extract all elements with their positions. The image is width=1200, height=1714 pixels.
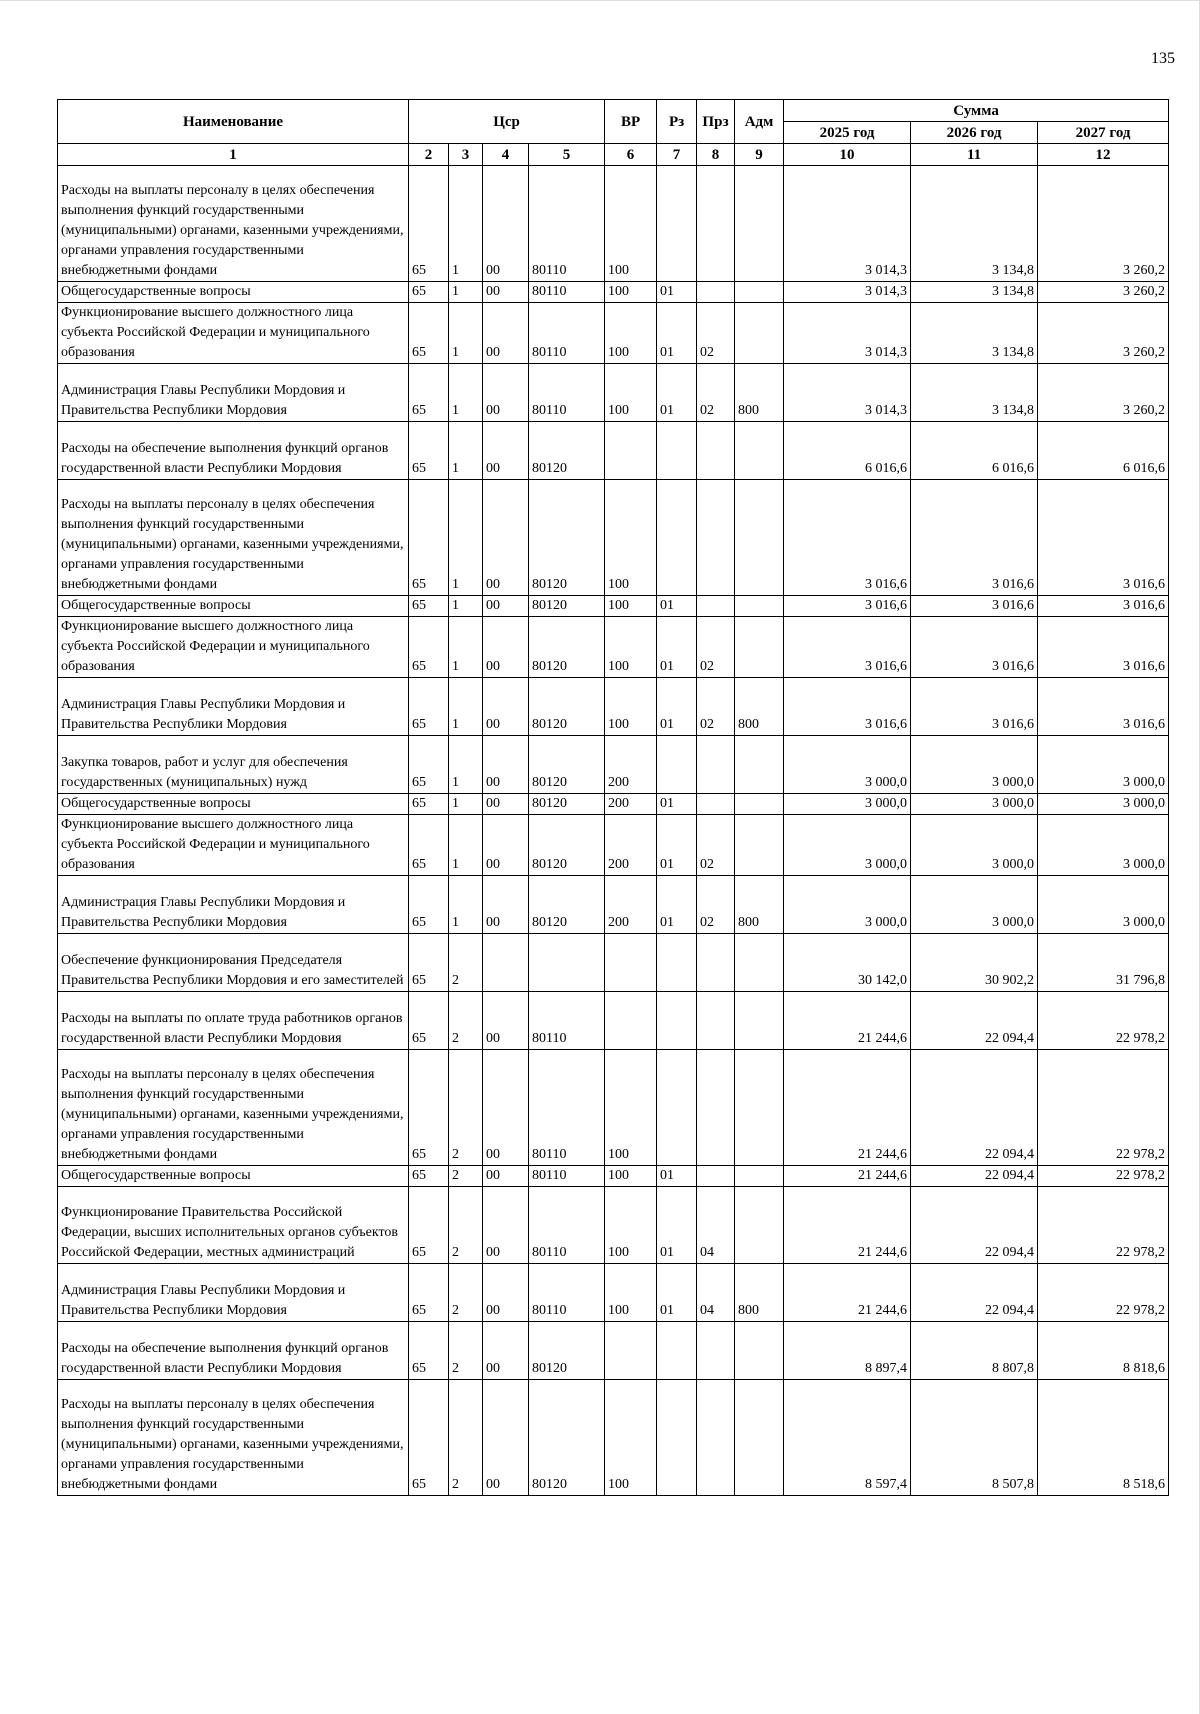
- csr-part-1: 65: [409, 815, 449, 876]
- vr-code: 100: [605, 1166, 657, 1187]
- prz-code: 02: [697, 815, 735, 876]
- row-name: Администрация Главы Республики Мордовия и Правительства Республики Мордовия: [58, 364, 409, 422]
- csr-part-3: 00: [483, 596, 529, 617]
- amount-2026: 3 016,6: [911, 480, 1038, 596]
- csr-part-3: 00: [483, 166, 529, 282]
- csr-part-3: 00: [483, 1187, 529, 1264]
- csr-part-1: 65: [409, 617, 449, 678]
- rz-code: 01: [657, 303, 697, 364]
- amount-2027: 3 260,2: [1038, 282, 1169, 303]
- vr-code: 100: [605, 1264, 657, 1322]
- amount-2026: 3 134,8: [911, 282, 1038, 303]
- col-number: 9: [735, 144, 784, 166]
- rz-code: [657, 422, 697, 480]
- prz-code: [697, 166, 735, 282]
- csr-part-1: 65: [409, 1380, 449, 1496]
- amount-2026: 30 902,2: [911, 934, 1038, 992]
- rz-code: [657, 736, 697, 794]
- amount-2027: 31 796,8: [1038, 934, 1169, 992]
- prz-code: [697, 1380, 735, 1496]
- amount-2025: 3 000,0: [784, 736, 911, 794]
- amount-2027: 3 000,0: [1038, 876, 1169, 934]
- prz-code: 02: [697, 364, 735, 422]
- csr-part-2: 2: [449, 992, 483, 1050]
- amount-2025: 21 244,6: [784, 1050, 911, 1166]
- col-number: 5: [529, 144, 605, 166]
- csr-part-2: 1: [449, 617, 483, 678]
- rz-code: [657, 1322, 697, 1380]
- vr-code: [605, 992, 657, 1050]
- table-body: [58, 166, 1169, 1496]
- prz-code: 04: [697, 1187, 735, 1264]
- table-row: [58, 876, 1169, 934]
- csr-part-2: 1: [449, 736, 483, 794]
- adm-code: [735, 1166, 784, 1187]
- csr-part-3: 00: [483, 480, 529, 596]
- prz-code: 04: [697, 1264, 735, 1322]
- amount-2026: 3 016,6: [911, 617, 1038, 678]
- amount-2025: 3 000,0: [784, 876, 911, 934]
- amount-2026: 3 016,6: [911, 678, 1038, 736]
- vr-code: 100: [605, 1187, 657, 1264]
- amount-2027: 3 000,0: [1038, 794, 1169, 815]
- adm-code: [735, 1187, 784, 1264]
- prz-code: [697, 282, 735, 303]
- csr-part-2: 1: [449, 480, 483, 596]
- csr-part-1: 65: [409, 1322, 449, 1380]
- row-name: Расходы на обеспечение выполнения функций органов государственной власти Республики Мордовия: [58, 1322, 409, 1380]
- budget-table: [57, 99, 1169, 1496]
- adm-code: [735, 736, 784, 794]
- amount-2027: 3 260,2: [1038, 303, 1169, 364]
- row-name: Расходы на выплаты персоналу в целях обеспечения выполнения функций государственными (муниципальными) органами, казенными учреждениями, органами управления государственными внебюджетными фондами: [58, 1380, 409, 1496]
- header-adm: Адм: [735, 100, 784, 144]
- amount-2025: 3 014,3: [784, 166, 911, 282]
- amount-2025: 3 016,6: [784, 596, 911, 617]
- amount-2026: 3 000,0: [911, 736, 1038, 794]
- vr-code: 100: [605, 1050, 657, 1166]
- adm-code: 800: [735, 876, 784, 934]
- csr-part-3: 00: [483, 794, 529, 815]
- csr-part-4: 80120: [529, 794, 605, 815]
- amount-2027: 22 978,2: [1038, 1264, 1169, 1322]
- table-row: [58, 303, 1169, 364]
- col-number: 7: [657, 144, 697, 166]
- csr-part-3: 00: [483, 422, 529, 480]
- vr-code: 100: [605, 1380, 657, 1496]
- csr-part-2: 2: [449, 1187, 483, 1264]
- header-name: Наименование: [58, 100, 409, 144]
- amount-2025: 8 597,4: [784, 1380, 911, 1496]
- amount-2027: 8 818,6: [1038, 1322, 1169, 1380]
- rz-code: 01: [657, 1166, 697, 1187]
- header-rz: Рз: [657, 100, 697, 144]
- table-row: [58, 934, 1169, 992]
- row-name: Обеспечение функционирования Председателя Правительства Республики Мордовия и его заместителей: [58, 934, 409, 992]
- prz-code: 02: [697, 678, 735, 736]
- amount-2026: 8 507,8: [911, 1380, 1038, 1496]
- amount-2025: 21 244,6: [784, 992, 911, 1050]
- csr-part-4: 80110: [529, 1264, 605, 1322]
- csr-part-1: 65: [409, 1050, 449, 1166]
- amount-2026: 3 134,8: [911, 364, 1038, 422]
- csr-part-3: 00: [483, 1166, 529, 1187]
- rz-code: [657, 1380, 697, 1496]
- table-row: [58, 282, 1169, 303]
- csr-part-3: 00: [483, 1322, 529, 1380]
- amount-2025: 3 000,0: [784, 815, 911, 876]
- csr-part-2: 2: [449, 1050, 483, 1166]
- amount-2025: 8 897,4: [784, 1322, 911, 1380]
- table-row: [58, 1380, 1169, 1496]
- adm-code: [735, 166, 784, 282]
- vr-code: 100: [605, 596, 657, 617]
- rz-code: [657, 934, 697, 992]
- vr-code: 100: [605, 282, 657, 303]
- csr-part-4: 80120: [529, 1322, 605, 1380]
- amount-2027: 22 978,2: [1038, 992, 1169, 1050]
- vr-code: 100: [605, 617, 657, 678]
- row-name: Расходы на выплаты персоналу в целях обеспечения выполнения функций государственными (муниципальными) органами, казенными учреждениями, органами управления государственными внебюджетными фондами: [58, 166, 409, 282]
- table-row: [58, 1050, 1169, 1166]
- csr-part-4: 80120: [529, 617, 605, 678]
- col-number: 10: [784, 144, 911, 166]
- amount-2027: 3 016,6: [1038, 596, 1169, 617]
- csr-part-1: 65: [409, 282, 449, 303]
- rz-code: 01: [657, 794, 697, 815]
- csr-part-3: 00: [483, 876, 529, 934]
- prz-code: [697, 422, 735, 480]
- csr-part-4: 80120: [529, 876, 605, 934]
- csr-part-4: 80120: [529, 815, 605, 876]
- prz-code: 02: [697, 876, 735, 934]
- csr-part-2: 2: [449, 1322, 483, 1380]
- csr-part-3: 00: [483, 1380, 529, 1496]
- csr-part-2: 1: [449, 166, 483, 282]
- csr-part-4: 80110: [529, 282, 605, 303]
- csr-part-3: 00: [483, 282, 529, 303]
- header-vr: ВР: [605, 100, 657, 144]
- col-number: 4: [483, 144, 529, 166]
- header-sum: Сумма: [784, 100, 1169, 122]
- vr-code: 200: [605, 815, 657, 876]
- rz-code: [657, 166, 697, 282]
- csr-part-2: 1: [449, 876, 483, 934]
- vr-code: 100: [605, 678, 657, 736]
- adm-code: [735, 794, 784, 815]
- vr-code: [605, 422, 657, 480]
- adm-code: [735, 992, 784, 1050]
- amount-2027: 3 016,6: [1038, 480, 1169, 596]
- adm-code: [735, 1322, 784, 1380]
- adm-code: [735, 815, 784, 876]
- amount-2027: 3 016,6: [1038, 617, 1169, 678]
- prz-code: [697, 934, 735, 992]
- prz-code: 02: [697, 303, 735, 364]
- csr-part-1: 65: [409, 1166, 449, 1187]
- table-row: [58, 617, 1169, 678]
- csr-part-2: 2: [449, 1166, 483, 1187]
- rz-code: [657, 480, 697, 596]
- table-row: [58, 815, 1169, 876]
- amount-2026: 3 016,6: [911, 596, 1038, 617]
- amount-2026: 3 000,0: [911, 876, 1038, 934]
- prz-code: [697, 1166, 735, 1187]
- adm-code: [735, 596, 784, 617]
- col-number: 8: [697, 144, 735, 166]
- csr-part-4: 80120: [529, 596, 605, 617]
- amount-2026: 22 094,4: [911, 1166, 1038, 1187]
- csr-part-1: 65: [409, 736, 449, 794]
- csr-part-3: [483, 934, 529, 992]
- header-year-2026: 2026 год: [911, 122, 1038, 144]
- csr-part-1: 65: [409, 1187, 449, 1264]
- csr-part-4: 80110: [529, 1166, 605, 1187]
- csr-part-2: 2: [449, 1264, 483, 1322]
- amount-2026: 8 807,8: [911, 1322, 1038, 1380]
- rz-code: [657, 1050, 697, 1166]
- header-csr: Цср: [409, 100, 605, 144]
- header-prz: Прз: [697, 100, 735, 144]
- table-row: [58, 364, 1169, 422]
- table-row: [58, 1264, 1169, 1322]
- csr-part-4: 80110: [529, 1050, 605, 1166]
- amount-2027: 3 000,0: [1038, 815, 1169, 876]
- rz-code: 01: [657, 282, 697, 303]
- rz-code: 01: [657, 678, 697, 736]
- csr-part-3: 00: [483, 303, 529, 364]
- adm-code: 800: [735, 364, 784, 422]
- amount-2027: 6 016,6: [1038, 422, 1169, 480]
- row-name: Функционирование высшего должностного лица субъекта Российской Федерации и муниципального образования: [58, 815, 409, 876]
- csr-part-1: 65: [409, 480, 449, 596]
- csr-part-3: 00: [483, 617, 529, 678]
- csr-part-3: 00: [483, 992, 529, 1050]
- csr-part-1: 65: [409, 1264, 449, 1322]
- amount-2026: 22 094,4: [911, 1264, 1038, 1322]
- amount-2026: 3 134,8: [911, 166, 1038, 282]
- adm-code: [735, 934, 784, 992]
- csr-part-1: 65: [409, 303, 449, 364]
- amount-2026: 22 094,4: [911, 1187, 1038, 1264]
- adm-code: [735, 1050, 784, 1166]
- csr-part-3: 00: [483, 1264, 529, 1322]
- vr-code: 200: [605, 794, 657, 815]
- col-number: 2: [409, 144, 449, 166]
- csr-part-4: 80110: [529, 364, 605, 422]
- amount-2027: 22 978,2: [1038, 1187, 1169, 1264]
- vr-code: 100: [605, 166, 657, 282]
- amount-2027: 8 518,6: [1038, 1380, 1169, 1496]
- rz-code: 01: [657, 815, 697, 876]
- row-name: Расходы на выплаты по оплате труда работников органов государственной власти Республики Мордовия: [58, 992, 409, 1050]
- amount-2025: 3 000,0: [784, 794, 911, 815]
- rz-code: 01: [657, 617, 697, 678]
- csr-part-4: 80120: [529, 736, 605, 794]
- csr-part-1: 65: [409, 364, 449, 422]
- rz-code: 01: [657, 876, 697, 934]
- csr-part-2: 1: [449, 794, 483, 815]
- vr-code: 100: [605, 303, 657, 364]
- vr-code: 200: [605, 736, 657, 794]
- csr-part-2: 2: [449, 934, 483, 992]
- adm-code: [735, 303, 784, 364]
- row-name: Общегосударственные вопросы: [58, 794, 409, 815]
- table-row: [58, 678, 1169, 736]
- amount-2026: 22 094,4: [911, 1050, 1038, 1166]
- row-name: Функционирование высшего должностного лица субъекта Российской Федерации и муниципального образования: [58, 303, 409, 364]
- table-row: [58, 596, 1169, 617]
- amount-2025: 3 016,6: [784, 480, 911, 596]
- csr-part-2: 1: [449, 422, 483, 480]
- csr-part-4: 80110: [529, 992, 605, 1050]
- csr-part-2: 1: [449, 364, 483, 422]
- csr-part-2: 1: [449, 678, 483, 736]
- adm-code: [735, 617, 784, 678]
- rz-code: 01: [657, 1264, 697, 1322]
- csr-part-4: [529, 934, 605, 992]
- prz-code: 02: [697, 617, 735, 678]
- column-numbers-row: [58, 144, 1169, 166]
- table-row: [58, 422, 1169, 480]
- prz-code: [697, 1322, 735, 1380]
- vr-code: 100: [605, 364, 657, 422]
- amount-2026: 6 016,6: [911, 422, 1038, 480]
- amount-2027: 3 016,6: [1038, 678, 1169, 736]
- adm-code: 800: [735, 678, 784, 736]
- csr-part-1: 65: [409, 422, 449, 480]
- amount-2025: 3 016,6: [784, 678, 911, 736]
- amount-2027: 22 978,2: [1038, 1050, 1169, 1166]
- row-name: Функционирование высшего должностного лица субъекта Российской Федерации и муниципального образования: [58, 617, 409, 678]
- csr-part-2: 2: [449, 1380, 483, 1496]
- col-number: 1: [58, 144, 409, 166]
- csr-part-4: 80120: [529, 422, 605, 480]
- table-row: [58, 480, 1169, 596]
- csr-part-1: 65: [409, 992, 449, 1050]
- amount-2027: 3 260,2: [1038, 166, 1169, 282]
- csr-part-1: 65: [409, 166, 449, 282]
- row-name: Закупка товаров, работ и услуг для обеспечения государственных (муниципальных) нужд: [58, 736, 409, 794]
- csr-part-2: 1: [449, 815, 483, 876]
- csr-part-1: 65: [409, 876, 449, 934]
- csr-part-4: 80120: [529, 480, 605, 596]
- col-number: 3: [449, 144, 483, 166]
- vr-code: 100: [605, 480, 657, 596]
- amount-2027: 3 000,0: [1038, 736, 1169, 794]
- prz-code: [697, 794, 735, 815]
- csr-part-3: 00: [483, 736, 529, 794]
- row-name: Администрация Главы Республики Мордовия и Правительства Республики Мордовия: [58, 1264, 409, 1322]
- table-row: [58, 794, 1169, 815]
- amount-2025: 30 142,0: [784, 934, 911, 992]
- amount-2026: 3 000,0: [911, 794, 1038, 815]
- row-name: Функционирование Правительства Российской Федерации, высших исполнительных органов субъектов Российской Федерации, местных администраций: [58, 1187, 409, 1264]
- amount-2025: 21 244,6: [784, 1264, 911, 1322]
- page-number: 135: [1151, 50, 1175, 67]
- csr-part-1: 65: [409, 596, 449, 617]
- table-row: [58, 1187, 1169, 1264]
- row-name: Администрация Главы Республики Мордовия и Правительства Республики Мордовия: [58, 876, 409, 934]
- csr-part-1: 65: [409, 794, 449, 815]
- header-year-2025: 2025 год: [784, 122, 911, 144]
- csr-part-3: 00: [483, 678, 529, 736]
- amount-2025: 3 014,3: [784, 364, 911, 422]
- csr-part-3: 00: [483, 364, 529, 422]
- adm-code: [735, 1380, 784, 1496]
- csr-part-1: 65: [409, 934, 449, 992]
- table-row: [58, 992, 1169, 1050]
- amount-2026: 3 134,8: [911, 303, 1038, 364]
- amount-2025: 6 016,6: [784, 422, 911, 480]
- row-name: Расходы на выплаты персоналу в целях обеспечения выполнения функций государственными (муниципальными) органами, казенными учреждениями, органами управления государственными внебюджетными фондами: [58, 480, 409, 596]
- row-name: Общегосударственные вопросы: [58, 1166, 409, 1187]
- csr-part-3: 00: [483, 815, 529, 876]
- amount-2025: 21 244,6: [784, 1187, 911, 1264]
- row-name: Расходы на обеспечение выполнения функций органов государственной власти Республики Мордовия: [58, 422, 409, 480]
- csr-part-4: 80120: [529, 678, 605, 736]
- vr-code: [605, 934, 657, 992]
- rz-code: 01: [657, 364, 697, 422]
- rz-code: 01: [657, 1187, 697, 1264]
- prz-code: [697, 480, 735, 596]
- csr-part-4: 80110: [529, 166, 605, 282]
- row-name: Администрация Главы Республики Мордовия и Правительства Республики Мордовия: [58, 678, 409, 736]
- amount-2027: 3 260,2: [1038, 364, 1169, 422]
- amount-2025: 3 016,6: [784, 617, 911, 678]
- csr-part-2: 1: [449, 282, 483, 303]
- col-number: 6: [605, 144, 657, 166]
- adm-code: [735, 282, 784, 303]
- rz-code: [657, 992, 697, 1050]
- row-name: Расходы на выплаты персоналу в целях обеспечения выполнения функций государственными (муниципальными) органами, казенными учреждениями, органами управления государственными внебюджетными фондами: [58, 1050, 409, 1166]
- table-row: [58, 166, 1169, 282]
- col-number: 12: [1038, 144, 1169, 166]
- csr-part-4: 80120: [529, 1380, 605, 1496]
- prz-code: [697, 736, 735, 794]
- prz-code: [697, 1050, 735, 1166]
- table-row: [58, 736, 1169, 794]
- rz-code: 01: [657, 596, 697, 617]
- row-name: Общегосударственные вопросы: [58, 282, 409, 303]
- csr-part-2: 1: [449, 596, 483, 617]
- amount-2025: 21 244,6: [784, 1166, 911, 1187]
- adm-code: [735, 422, 784, 480]
- csr-part-4: 80110: [529, 1187, 605, 1264]
- amount-2026: 3 000,0: [911, 815, 1038, 876]
- adm-code: 800: [735, 1264, 784, 1322]
- csr-part-3: 00: [483, 1050, 529, 1166]
- vr-code: [605, 1322, 657, 1380]
- csr-part-1: 65: [409, 678, 449, 736]
- csr-part-4: 80110: [529, 303, 605, 364]
- amount-2025: 3 014,3: [784, 282, 911, 303]
- col-number: 11: [911, 144, 1038, 166]
- vr-code: 200: [605, 876, 657, 934]
- adm-code: [735, 480, 784, 596]
- row-name: Общегосударственные вопросы: [58, 596, 409, 617]
- amount-2025: 3 014,3: [784, 303, 911, 364]
- header-year-2027: 2027 год: [1038, 122, 1169, 144]
- csr-part-2: 1: [449, 303, 483, 364]
- amount-2026: 22 094,4: [911, 992, 1038, 1050]
- table-row: [58, 1322, 1169, 1380]
- amount-2027: 22 978,2: [1038, 1166, 1169, 1187]
- prz-code: [697, 596, 735, 617]
- prz-code: [697, 992, 735, 1050]
- table-row: [58, 1166, 1169, 1187]
